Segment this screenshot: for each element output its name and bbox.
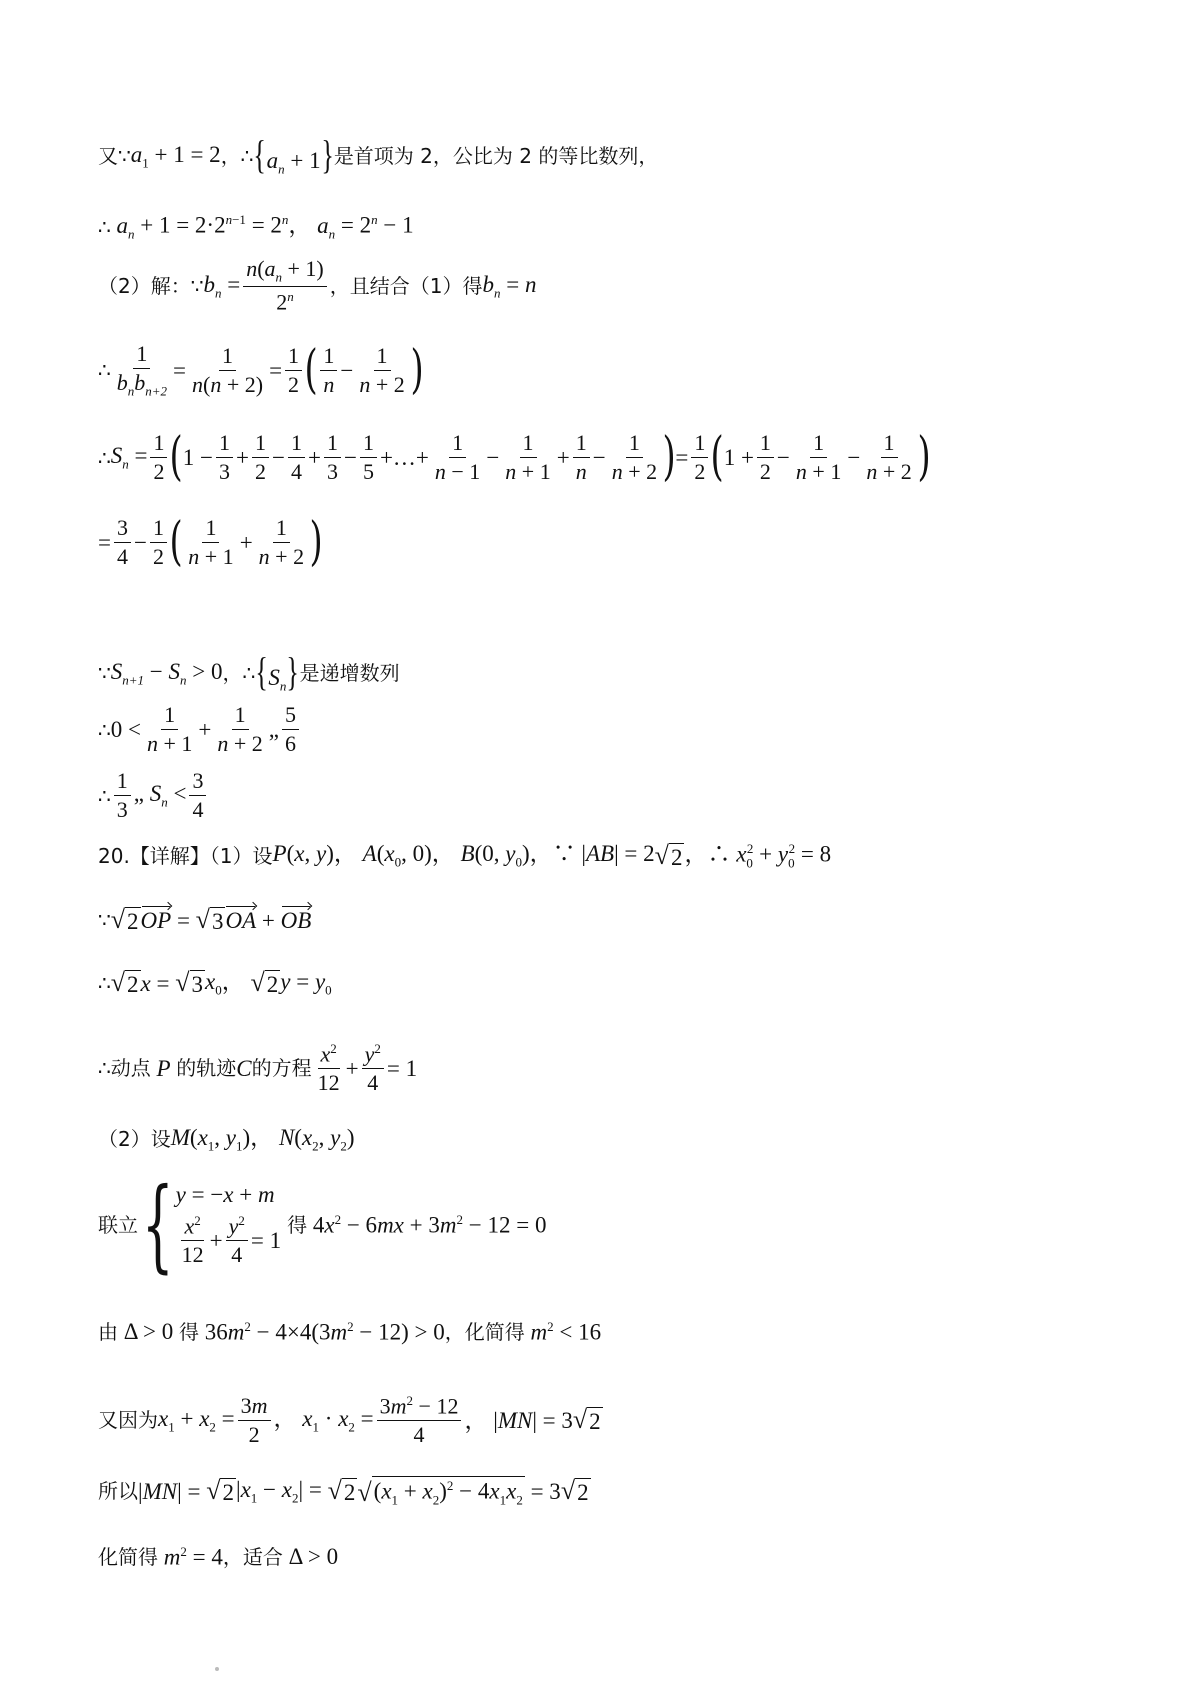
fraction: $\frac{1}{n + 2}$ xyxy=(359,342,405,397)
paren: ( xyxy=(169,512,183,573)
vector-op: OP xyxy=(140,907,172,933)
line-1 xyxy=(98,132,659,177)
paren: ( xyxy=(170,427,184,488)
fraction: $\frac{1}{n(n + 2)}$ xyxy=(192,342,264,397)
math: $a_1 + 1 = 2$ xyxy=(130,142,221,171)
line-11 xyxy=(98,907,311,933)
line-15 xyxy=(98,1165,547,1283)
text: 得 xyxy=(179,1319,199,1344)
fraction: $\frac{1}{b_nb_{n+2}}$ xyxy=(116,341,168,399)
math: + xyxy=(307,445,321,470)
math: − xyxy=(486,445,500,470)
math: + xyxy=(345,1055,359,1081)
math: $x_1 + x_2$ = xyxy=(158,1405,235,1435)
sqrt: √ 2 xyxy=(250,968,279,998)
text: ，且结合（1）得 xyxy=(329,273,483,298)
math: = 1 xyxy=(386,1055,418,1081)
math: „ $S_n$ < xyxy=(133,781,187,810)
line-19 xyxy=(98,1545,338,1569)
math: x = xyxy=(140,970,176,996)
math: „ xyxy=(268,717,280,742)
text: ∴ xyxy=(98,783,111,808)
sqrt: √ 2 xyxy=(110,905,139,934)
text: ∴ xyxy=(98,971,111,996)
fraction: $\frac{3}{4}$ xyxy=(114,517,131,568)
line-4 xyxy=(98,339,424,400)
line-8 xyxy=(98,704,302,755)
fraction: $\frac{1}{n + 1}$ xyxy=(188,515,234,569)
text: ∵ xyxy=(98,908,111,932)
sqrt: √ 2 xyxy=(560,1476,589,1506)
math: = xyxy=(675,445,689,470)
text: 20.【详解】（1）设 xyxy=(98,843,273,868)
text: ，∴ xyxy=(220,144,254,169)
math: Δ > 0 xyxy=(282,1544,339,1570)
math: 0 < xyxy=(110,717,141,742)
fraction: $\frac{1}{3}$ xyxy=(114,770,131,821)
math: $x_0$， xyxy=(205,969,251,998)
sqrt: √ 2 xyxy=(110,968,139,998)
text: 又∵ xyxy=(98,144,131,169)
fraction: $\frac{1}{n + 1}$ xyxy=(146,702,193,756)
math: $m^2 = 4$ xyxy=(163,1544,223,1570)
text: 又因为 xyxy=(98,1408,158,1433)
text: ，适合 xyxy=(222,1544,283,1569)
fraction: $\frac{1}{n + 1}$ xyxy=(505,430,551,484)
text: 是递增数列 xyxy=(299,661,400,686)
math: − xyxy=(847,445,861,470)
fraction: $\frac{1}{5}$ xyxy=(360,432,377,483)
math: $4x^2 - 6mx + 3m^2 - 12 = 0$ xyxy=(307,1211,547,1238)
text: 的轨迹 xyxy=(176,1056,237,1081)
fraction: $\frac{1}{n + 1}$ xyxy=(795,430,842,484)
math: + xyxy=(556,445,570,470)
math: $S_n$ = xyxy=(110,443,148,472)
line-7 xyxy=(98,649,400,694)
math: 1 + xyxy=(723,445,754,470)
math: = 3 xyxy=(524,1478,561,1504)
math: $|x_1 - x_2|$ = xyxy=(235,1476,328,1506)
line-9 xyxy=(98,770,209,821)
fraction: $\frac{1}{n + 2}$ xyxy=(866,430,912,484)
math: P(x, y)， $A(x_0$, 0)， B(0, $y_0$)，∵ |AB| = 2 xyxy=(272,841,655,870)
math: − xyxy=(343,445,357,470)
math: $36m^2 - 4\times 4(3m^2 - 12) > 0$ xyxy=(199,1319,445,1345)
math: ，∴ $x_0^2 + y_0^2 = 8$ xyxy=(684,841,832,871)
math: + xyxy=(198,717,212,742)
fraction: $\frac{3}{4}$ xyxy=(189,770,206,821)
text: 是首项为 2，公比为 2 的等比数列， xyxy=(333,144,659,169)
vector-oa: OA xyxy=(225,907,257,933)
fraction: $\frac{3m^2 - 12}{4}$ xyxy=(377,1394,462,1446)
paren: ) xyxy=(917,427,931,488)
line-3 xyxy=(98,258,536,314)
paren: ) xyxy=(410,339,424,400)
text: ∴ xyxy=(98,358,111,383)
math: = xyxy=(173,357,186,383)
math: − xyxy=(133,530,147,555)
fraction: $\frac{n(a_n + 1)}{2^n}$ xyxy=(243,258,327,314)
text: （2）解：∵ xyxy=(98,273,204,298)
text: 联立 xyxy=(98,1212,138,1237)
math: ， $x_1 \cdot x_2$ = xyxy=(273,1405,374,1435)
text: ，化简得 xyxy=(444,1319,525,1344)
paren: ( xyxy=(710,427,725,488)
sqrt: √ 3 xyxy=(175,968,203,998)
text: ∴ xyxy=(98,717,111,742)
text: 得 xyxy=(287,1212,308,1237)
fraction: $\frac{x^2}{12}$ xyxy=(317,1041,340,1096)
math: + xyxy=(239,530,253,555)
math: $S_{n+1} - S_n > 0$ xyxy=(110,659,223,688)
fraction: $\frac{1}{n + 2}$ xyxy=(217,702,263,756)
text: （2）设 xyxy=(98,1127,171,1152)
math: ， |MN| = 3 xyxy=(464,1407,573,1433)
line-16 xyxy=(98,1320,601,1344)
text: ∴动点 xyxy=(98,1056,151,1081)
math: + xyxy=(256,907,281,933)
math: $m^2 < 16$ xyxy=(530,1319,602,1345)
math: = xyxy=(269,357,283,383)
sqrt: √ 2 xyxy=(572,1405,601,1435)
line-10 xyxy=(98,842,831,869)
line-5 xyxy=(98,427,931,488)
line-12 xyxy=(98,970,332,997)
math: C xyxy=(236,1055,252,1081)
line-18 xyxy=(98,1476,591,1506)
line-2 xyxy=(98,213,414,240)
math: $y = y_0$ xyxy=(280,969,332,998)
fraction: $\frac{1}{4}$ xyxy=(288,432,305,483)
fraction: $\frac{5}{6}$ xyxy=(282,704,299,755)
line-6 xyxy=(98,512,323,573)
math: − xyxy=(340,357,354,383)
math: +…+ xyxy=(379,445,429,470)
fraction: $\frac{1}{2}$ xyxy=(150,517,167,568)
equation-system: { y = −x + m $\frac{x^2}{12}$ + $\frac{y^2}{4}$ = 1 xyxy=(141,1165,282,1283)
math: + xyxy=(236,445,249,470)
footer-mark xyxy=(215,1667,219,1671)
text: ∴ xyxy=(98,214,111,239)
text: ∵ xyxy=(98,661,111,686)
sqrt: √ 2 xyxy=(327,1476,356,1506)
sqrt: √ 2 xyxy=(206,1476,234,1506)
fraction: $\frac{1}{3}$ xyxy=(324,432,341,483)
fraction: $\frac{y^2}{4}$ xyxy=(362,1042,384,1094)
text: ∴ xyxy=(98,445,111,470)
paren: ( xyxy=(304,339,318,400)
fraction: $\frac{1}{n + 2}$ xyxy=(258,515,305,569)
paren: ) xyxy=(309,512,323,573)
fraction: $\frac{1}{n}$ xyxy=(573,432,590,483)
math: Δ > 0 xyxy=(118,1319,179,1345)
math: 1 − xyxy=(182,445,213,470)
math: |MN| = xyxy=(138,1478,207,1504)
sqrt: √ 3 xyxy=(195,905,224,934)
fraction: $\frac{1}{2}$ xyxy=(691,432,708,483)
math: − xyxy=(776,445,790,470)
math: $\{S_n\}$ xyxy=(255,649,300,694)
line-17 xyxy=(98,1394,603,1446)
math: $M(x_1$, $y_1$)， $N(x_2$, $y_2$) xyxy=(170,1125,355,1154)
text: 所以 xyxy=(98,1479,138,1504)
math: P xyxy=(150,1055,177,1081)
text: 化简得 xyxy=(98,1544,158,1569)
line-14 xyxy=(98,1126,355,1153)
math: $b_n$ = xyxy=(203,271,241,301)
fraction: $\frac{1}{2}$ xyxy=(150,432,167,483)
fraction: $\frac{1}{3}$ xyxy=(216,432,233,483)
sqrt: √ $(x_1 + x_2)^2 - 4x_1x_2$ xyxy=(357,1478,523,1508)
paren: ) xyxy=(662,427,676,488)
line-13 xyxy=(98,1042,417,1094)
vector-ob: OB xyxy=(280,907,312,933)
fraction: $\frac{1}{n}$ xyxy=(320,345,337,396)
math: − xyxy=(271,445,285,470)
fraction: $\frac{1}{2}$ xyxy=(252,432,269,483)
math: $\{a_n + 1\}$ xyxy=(253,132,334,177)
fraction: $\frac{1}{n - 1}$ xyxy=(434,430,481,484)
math: $b_n = n$ xyxy=(482,271,537,301)
fraction: $\frac{1}{n + 2}$ xyxy=(611,430,658,484)
math: − xyxy=(592,445,606,470)
fraction: $\frac{1}{2}$ xyxy=(285,345,302,396)
text: ，∴ xyxy=(222,661,256,686)
math: = xyxy=(98,530,111,555)
fraction: $\frac{3m}{2}$ xyxy=(238,1395,271,1446)
math: $a_n + 1 = 2\cdot 2^{n-1} = 2^n$， $a_n = 2^n - 1$ xyxy=(116,212,414,242)
math: = xyxy=(171,907,196,933)
fraction: $\frac{1}{2}$ xyxy=(757,432,774,483)
text: 由 xyxy=(98,1319,118,1344)
sqrt: √ 2 xyxy=(654,840,683,870)
text: 的方程 xyxy=(251,1056,312,1081)
